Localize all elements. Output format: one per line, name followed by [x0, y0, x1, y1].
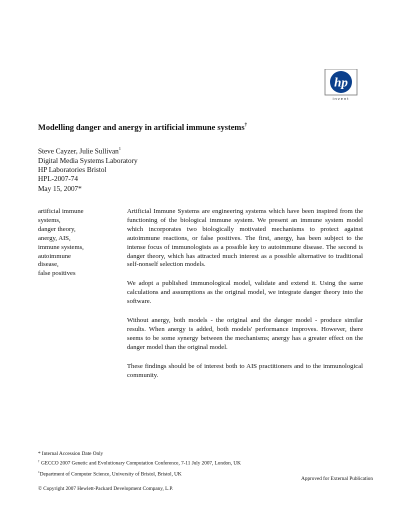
hp-logo — [319, 69, 363, 111]
keyword-line: immune systems, — [38, 243, 84, 251]
paper-title — [38, 123, 378, 132]
footnote-department-text: Department of Computer Science, University of Bristol, Bristol, UK — [39, 471, 182, 478]
report-metadata — [38, 144, 288, 194]
footnote-mark: † — [38, 459, 40, 464]
keywords-list — [38, 208, 116, 279]
keyword-line: autoimmune — [38, 252, 71, 260]
footnotes — [38, 451, 368, 479]
report-number: HPL-2007-74 — [38, 175, 78, 184]
footnote-conference-text: GECCO 2007 Genetic and Evolutionary Computation Conference, 7-11 July 2007, London, UK — [41, 461, 241, 468]
copyright-notice: © Copyright 2007 Hewlett-Packard Development Company, L.P. — [38, 486, 174, 492]
abstract-paragraph: We adopt a published immunological model, validate and extend it. Using the same calculations and assumptions as the original model, we integrate danger theory into the software. — [127, 280, 363, 306]
keyword-line: systems, — [38, 216, 61, 224]
authors-footnote-mark: 1 — [118, 146, 122, 151]
footnote-conference — [38, 458, 368, 468]
keyword-line: anergy, AIS, — [38, 234, 71, 242]
abstract-paragraph: Without anergy, both models - the original and the danger model - produce similar results. When anergy is added, both models' performance improves. However, there seems to be some synergy between the mechanisms; anergy has a greater effect on the danger model than the original model. — [127, 317, 363, 351]
title-text: Modelling danger and anergy in artificial immune systems — [38, 123, 245, 132]
keyword-line: disease, — [38, 261, 59, 269]
abstract-paragraph: These findings should be of interest both to AIS practitioners and to the immunological community. — [127, 362, 363, 379]
lab-name: Digital Media Systems Laboratory — [38, 156, 138, 165]
lab-location: HP Laboratories Bristol — [38, 165, 107, 174]
logo-tagline: invent — [332, 96, 350, 101]
footnote-internal: * Internal Accession Date Only — [38, 451, 104, 457]
keyword-line: false positives — [38, 270, 76, 278]
svg-text:hp: hp — [334, 74, 348, 90]
approval-note: Approved for External Publication — [301, 476, 373, 482]
abstract — [127, 208, 363, 391]
title-footnote-mark: † — [244, 123, 248, 129]
authors-text: Steve Cayzer, Julie Sullivan — [38, 147, 119, 156]
abstract-paragraph: Artificial Immune Systems are engineering systems which have been inspired from the functioning of the biological immune system. We present an immune system model which incorporates two biologically motivated mechanisms to protect against autoimmune reactions, or false positives. The first, anergy, has been subject to the intense focus of immunologists as a possible key to autoimmune disease. The second is danger theory, which has attracted much interest as a possible alternative to traditional self-nonself selection models. — [127, 208, 363, 269]
keyword-line: danger theory, — [38, 225, 76, 233]
footnote-mark: 1 — [38, 469, 40, 474]
keyword-line: artificial immune — [38, 208, 84, 215]
report-date: May 15, 2007* — [38, 184, 82, 193]
authors — [38, 144, 288, 157]
